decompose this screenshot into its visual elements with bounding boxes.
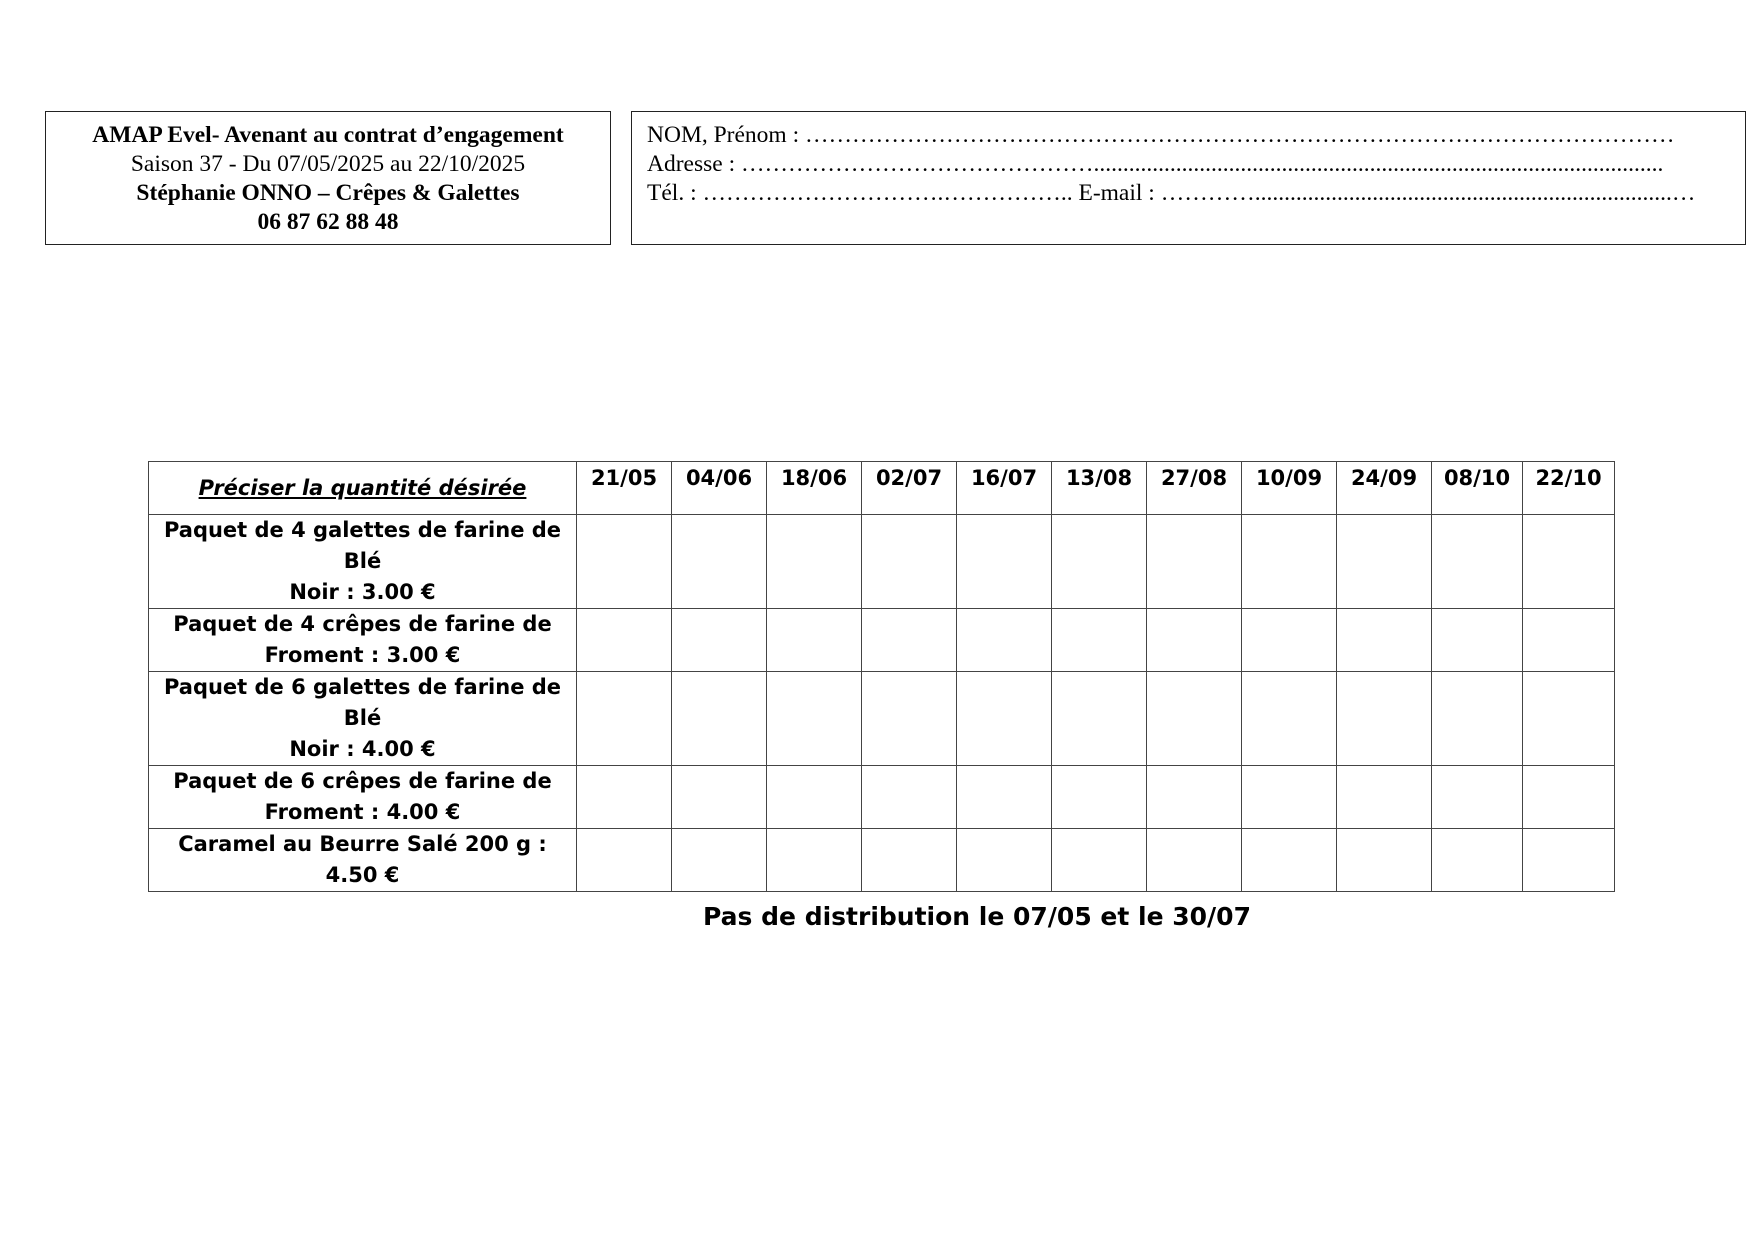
date-header: 02/07	[862, 462, 957, 515]
quantity-cell[interactable]	[1523, 609, 1615, 672]
season-dates: Saison 37 - Du 07/05/2025 au 22/10/2025	[130, 151, 526, 177]
date-header: 24/09	[1337, 462, 1432, 515]
producer-phone: 06 87 62 88 48	[257, 209, 399, 235]
quantity-cell[interactable]	[1147, 609, 1242, 672]
quantity-cell[interactable]	[1147, 829, 1242, 892]
date-header: 08/10	[1432, 462, 1523, 515]
quantity-cell[interactable]	[1147, 766, 1242, 829]
quantity-cell[interactable]	[577, 672, 672, 766]
address-field-line[interactable]: Adresse : ……………………………………….................................................................................................	[647, 151, 1664, 177]
name-field-line[interactable]: NOM, Prénom : …………………………………………………………………………………………………	[647, 122, 1675, 148]
date-header: 16/07	[957, 462, 1052, 515]
quantity-cell[interactable]	[1147, 515, 1242, 609]
date-header: 13/08	[1052, 462, 1147, 515]
quantity-cell[interactable]	[957, 609, 1052, 672]
quantity-cell[interactable]	[862, 829, 957, 892]
product-label	[149, 766, 577, 829]
quantity-cell[interactable]	[1337, 672, 1432, 766]
quantity-cell[interactable]	[577, 515, 672, 609]
table-header-row	[149, 462, 1615, 515]
quantity-cell[interactable]	[1052, 672, 1147, 766]
product-label-line: Paquet de 4 crêpes de farine de	[173, 612, 552, 636]
quantity-cell[interactable]	[957, 829, 1052, 892]
quantity-cell[interactable]	[862, 515, 957, 609]
quantity-cell[interactable]	[1432, 609, 1523, 672]
product-label-line: Caramel au Beurre Salé 200 g : 4.50 €	[178, 832, 547, 887]
quantity-cell[interactable]	[1052, 609, 1147, 672]
product-label	[149, 609, 577, 672]
quantity-cell[interactable]	[1432, 672, 1523, 766]
table-row	[149, 515, 1615, 609]
quantity-cell[interactable]	[767, 766, 862, 829]
quantity-cell[interactable]	[862, 672, 957, 766]
quantity-cell[interactable]	[1147, 672, 1242, 766]
table-row	[149, 829, 1615, 892]
quantity-cell[interactable]	[1242, 766, 1337, 829]
quantity-cell[interactable]	[1523, 672, 1615, 766]
quantity-cell[interactable]	[577, 609, 672, 672]
quantity-cell[interactable]	[1432, 829, 1523, 892]
quantity-cell[interactable]	[577, 766, 672, 829]
quantity-cell[interactable]	[1052, 829, 1147, 892]
quantity-cell[interactable]	[672, 829, 767, 892]
quantity-cell[interactable]	[1242, 515, 1337, 609]
date-header: 04/06	[672, 462, 767, 515]
table-row	[149, 672, 1615, 766]
product-label	[149, 829, 577, 892]
table-row	[149, 766, 1615, 829]
contract-title-box	[45, 111, 611, 245]
product-label-line: Paquet de 6 crêpes de farine de	[173, 769, 552, 793]
quantity-cell[interactable]	[957, 766, 1052, 829]
product-label	[149, 515, 577, 609]
quantity-cell[interactable]	[1052, 766, 1147, 829]
member-info-box	[631, 111, 1746, 245]
date-header: 18/06	[767, 462, 862, 515]
quantity-cell[interactable]	[577, 829, 672, 892]
product-label-line: Froment : 3.00 €	[264, 643, 461, 667]
quantity-header: Préciser la quantité désirée	[149, 462, 577, 515]
producer-name: Stéphanie ONNO – Crêpes & Galettes	[136, 180, 520, 206]
quantity-cell[interactable]	[672, 515, 767, 609]
quantity-cell[interactable]	[1523, 766, 1615, 829]
table-row	[149, 609, 1615, 672]
quantity-cell[interactable]	[1337, 829, 1432, 892]
product-label-line: Paquet de 6 galettes de farine de Blé	[163, 675, 562, 730]
quantity-cell[interactable]	[1242, 672, 1337, 766]
order-table	[148, 461, 1615, 892]
product-label-line: Noir : 4.00 €	[289, 737, 436, 761]
date-header: 10/09	[1242, 462, 1337, 515]
date-header: 22/10	[1523, 462, 1615, 515]
contract-title: AMAP Evel- Avenant au contrat d’engagement	[92, 122, 564, 148]
quantity-cell[interactable]	[1523, 829, 1615, 892]
no-distribution-note: Pas de distribution le 07/05 et le 30/07	[703, 902, 1251, 931]
quantity-cell[interactable]	[672, 672, 767, 766]
date-header: 21/05	[577, 462, 672, 515]
quantity-cell[interactable]	[767, 829, 862, 892]
quantity-cell[interactable]	[1052, 515, 1147, 609]
quantity-cell[interactable]	[1337, 766, 1432, 829]
product-label-line: Noir : 3.00 €	[289, 580, 436, 604]
quantity-cell[interactable]	[672, 609, 767, 672]
quantity-cell[interactable]	[672, 766, 767, 829]
product-label-line: Paquet de 4 galettes de farine de Blé	[163, 518, 562, 573]
quantity-cell[interactable]	[767, 672, 862, 766]
quantity-cell[interactable]	[862, 609, 957, 672]
quantity-cell[interactable]	[1523, 515, 1615, 609]
product-label	[149, 672, 577, 766]
phone-email-field-line[interactable]: Tél. : ………………………….…………….. E-mail : ………….......................................................................…	[647, 180, 1696, 206]
quantity-cell[interactable]	[767, 515, 862, 609]
quantity-cell[interactable]	[957, 515, 1052, 609]
quantity-cell[interactable]	[767, 609, 862, 672]
quantity-cell[interactable]	[1337, 609, 1432, 672]
quantity-cell[interactable]	[1242, 609, 1337, 672]
date-header: 27/08	[1147, 462, 1242, 515]
quantity-cell[interactable]	[957, 672, 1052, 766]
quantity-cell[interactable]	[1337, 515, 1432, 609]
quantity-cell[interactable]	[1242, 829, 1337, 892]
quantity-cell[interactable]	[1432, 515, 1523, 609]
quantity-cell[interactable]	[862, 766, 957, 829]
quantity-cell[interactable]	[1432, 766, 1523, 829]
product-label-line: Froment : 4.00 €	[264, 800, 461, 824]
